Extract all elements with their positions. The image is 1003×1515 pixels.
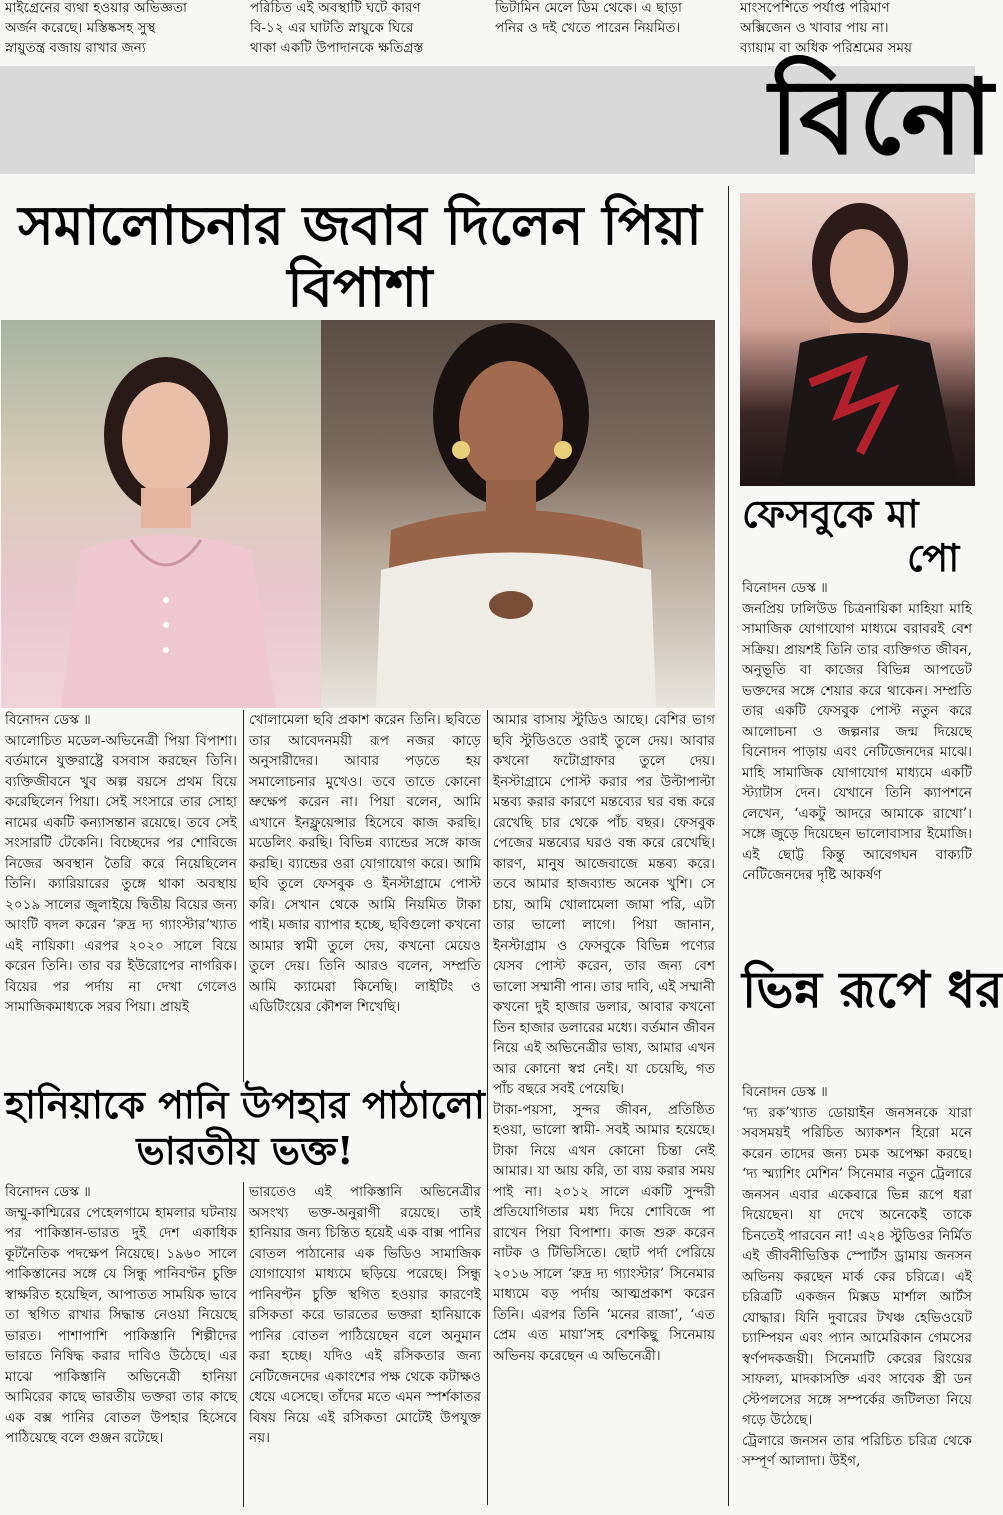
article3-photo [740, 193, 975, 486]
article3-body: বিনোদন ডেস্ক ॥ জনপ্রিয় ঢালিউড চিত্রনায়িকা মাহিয়া মাহি সামাজিক যোগাযোগ মাধ্যমে বরাবরই বেশ সক্রিয়। প্রায়শই তিনি তার ব্যক্তিগত জীবন, অনুভূতি বা কাজের বিভিন্ন আপডেট ভক্তদের সঙ্গে শেয়ার করে থাকেন। সম্প্রতি তার একটি ফেসবুক পোস্ট নতুন করে আলোচনা ও জল্পনার জন্ম দিয়েছে বিনোদন পাড়ায় এবং নেটিজেনদের মাঝে। মাহি সামাজিক যোগাযোগ মাধ্যমে একটি স্ট্যাটাস দেন। যেখানে তিনি ক্যাপশনে লেখেন, ‘একটু আদরে আমাকে রাখো’। সঙ্গে জুড়ে দিয়েছেন ভালোবাসার ইমোজি। এই ছোট্ট কিন্তু আবেগঘন বাক্যটি নেটিজেনদের দৃষ্টি আকর্ষণ [742, 580, 972, 883]
article1-photo-left [1, 320, 321, 708]
article1-headline-line1: সমালোচনার জবাব দিলেন পিয়া [18, 193, 702, 257]
portrait-right-icon [321, 320, 715, 708]
article4-body: বিনোদন ডেস্ক ॥ ‘দ্য রক’খ্যাত ডোয়াইন জনসনকে যারা সবসময়ই পরিচিত অ্যাকশন হিরো মনে করেন তাদের জন্য চমক অপেক্ষা করছে। ‘দ্য স্ম্যাশিং মেশিন’ সিনেমার নতুন ট্রেলারে জনসন এবার একেবারে ভিন্ন রূপে ধরা দিয়েছেন। যা দেখে অনেকেই তাকে চিনতেই পারবেন না! এ২৪ স্টুডিওর নির্মিত এই জীবনীভিত্তিক স্পোর্টস ড্রামায় জনসন অভিনয় করছেন মার্ক কের চরিত্রে। এই চরিত্রটি একজন মিক্সড মার্শাল আর্টস যোদ্ধার। যিনি দুবারের টখঞ্চ হেভিওয়েট চ্যাম্পিয়ন এবং প্যান আমেরিকান গেমসের স্বর্ণপদকজয়ী। সিনেমাটি কেরের রিংয়ের সাফল্য, মাদকাসক্তি এবং সাবেক স্ত্রী ডন স্টেপলসের সঙ্গে সম্পর্কের জটিলতা নিয়ে গড়ে উঠেছে। ট্রেলারে জনসন তার পরিচিত চরিত্র থেকে সম্পূর্ণ আলাদা। উইগ, [742, 1084, 972, 1469]
article1-col3: আমার বাসায় স্টুডিও আছে। বেশির ভাগ ছবি স্টুডিওতে ওরাই তুলে দেয়। আবার কখনো ফটোগ্রাফার তুলে দেয়। ইনস্টাগ্রামে পোস্ট করার পর উল্টাপাল্টা মন্তব্য করার কারণে মন্তব্যের ঘর বন্ধ করে রেখেছি চার থেকে পাঁচ বছর। ফেসবুক পেজের মন্তব্যের ঘরও বন্ধ করে রেখেছি। কারণ, মানুষ আজেবাজে মন্তব্য করে। তবে আমার হাজব্যান্ড অনেক খুশি। সে চায়, আমি খোলামেলা জামা পরি, এটা তার ভালো লাগে। পিয়া জানান, ইনস্টাগ্রাম ও ফেসবুকে বিভিন্ন পণ্যের যেসব পোস্ট করেন, তার জন্য বেশ ভালো সম্মানী পান। তার দাবি, এই সম্মানী কখনো দুই হাজার ডলার, আবার কখনো তিন হাজার ডলারের মধ্যে। বর্তমান জীবন নিয়ে এই অভিনেত্রীর ভাষ্য, আমার এখন আর কোনো স্বপ্ন নেই। যা চেয়েছি, গত পাঁচ বছরে সবই পেয়েছি। টাকা-পয়সা, সুন্দর জীবন, প্রতিষ্ঠিত হওয়া, ভালো স্বামী- সবই আমার হয়েছে। টাকা নিয়ে এখন কোনো চিন্তা নেই আমার। যা আয় করি, তা ব্যয় করার সময় পাই না। ২০১২ সালে একটি সুন্দরী প্রতিযোগিতার মধ্য দিয়ে শোবিজে পা রাখেন পিয়া বিপাশা। কাজ শুরু করেন নাটক ও টিভিসিতে। ছোট পর্দা পেরিয়ে ২০১৬ সালে ‘রুদ্র দ্য গ্যাংস্টার’ সিনেমার মাধ্যমে বড় পর্দায় আত্মপ্রকাশ করেন তিনি। এরপর তিনি ‘মনের রাজা’, ‘এত প্রেম এত মায়া’সহ বেশকিছু সিনেমায় অভিনয় করেছেন এ অভিনেত্রী। [493, 712, 715, 1364]
column-rule [728, 186, 729, 1506]
article3-headline [742, 492, 1002, 580]
portrait-left-icon [1, 320, 321, 708]
article1-headline-line2: বিপাশা [287, 255, 433, 319]
article1-headline [0, 194, 720, 318]
article2-col1: বিনোদন ডেস্ক ॥ জম্মু-কাশ্মিরের পেহেলগামে হামলার ঘটনায় পর পাকিস্তান-ভারত দুই দেশ একাধিক কূটনৈতিক পদক্ষেপ নিয়েছে। ১৯৬০ সালে পাকিস্তানের সঙ্গে যে সিন্ধু পানিবণ্টন চুক্তি স্বাক্ষরিত হয়েছিল, আপাতত সাময়িক ভাবে তা স্থগিত রাখার সিদ্ধান্ত নেওয়া নিয়েছে ভারত। পাশাপাশি পাকিস্তানি শিল্পীদের ভারতে নিষিদ্ধ করার দাবিও উঠেছে। এর মাঝে পাকিস্তানি অভিনেত্রী হানিয়া আমিরের কাছে ভারতীয় ভক্তরা তার কাছে এক বক্স পানির বোতল উপহার হিসেবে পাঠিয়েছে বলে গুঞ্জন রটেছে। [5, 1184, 237, 1446]
top-strip-col4: মাংসপেশিতে পর্যাপ্ত পরিমাণ অক্সিজেন ও খাবার পায় না। ব্যায়াম বা অধিক পরিশ্রমের সময় [740, 0, 913, 56]
article1-col1: বিনোদন ডেস্ক ॥ আলোচিত মডেল-অভিনেত্রী পিয়া বিপাশা। বর্তমানে যুক্তরাষ্ট্রে বসবাস করছেন তিনি। ব্যক্তিজীবনে খুব অল্প বয়সে প্রথম বিয়ে করেছিলেন পিয়া। সেই সংসারে তার সোহা নামের একটি কন্যাসন্তান রয়েছে। তবে সেই সংসারটি টেকেনি। বিচ্ছেদের পর শোবিজে নিজের অবস্থান তৈরি করে নিয়েছিলেন তিনি। ক্যারিয়ারের তুঙ্গে থাকা অবস্থায় ২০১৯ সালের জুলাইয়ে দ্বিতীয় বিয়ের জন্য আংটি বদল করেন ‘রুদ্র দ্য গ্যাংস্টার’খ্যাত এই নায়িকা। এরপর ২০২০ সালে বিয়ে করেন তিনি। তার বর ইউরোপের নাগরিক। বিয়ের পর পর্দায় না দেখা গেলেও সামাজিকমাধ্যকে সরব পিয়া। প্রায়ই [5, 712, 237, 1015]
masthead-title: বিনো [769, 55, 995, 178]
article1-photo-right [321, 320, 715, 708]
article3-headline-line1: ফেসবুকে মা [742, 491, 919, 536]
article2-headline [0, 1082, 490, 1174]
article4-headline: ভিন্ন রূপে ধর [742, 960, 1003, 1019]
article1-col2: খোলামেলা ছবি প্রকাশ করেন তিনি। ছবিতে তার আবেদনময়ী রূপ নজর কাড়ে অনুসারীদের। আবার পড়তে হয় সমালোচনার মুখেও। তবে তাতে কোনো ভ্রুক্ষেপ করেন না। পিয়া বলেন, আমি এখানে ইনফ্লুয়েন্সার হিসেবে কাজ করছি। মডেলিং করছি। বিভিন্ন ব্যান্ডের সঙ্গে কাজ করছি। ব্যান্ডের ওরা যোগাযোগ করে। আমি ছবি তুলে ফেসবুক ও ইনস্টাগ্রামে পোস্ট করি। সেখান থেকে আমি নিয়মিত টাকা পাই। মজার ব্যাপার হচ্ছে, ছবিগুলো কখনো আমার স্বামী তুলে দেয়, কখনো মেয়েও তুলে দেয়। তিনি আরও বলেন, সম্প্রতি আমি ক্যামেরা কিনেছি। লাইটিং ও এডিটিংয়ের কৌশল শিখেছি। [249, 712, 481, 1015]
article2-headline-line1: হানিয়াকে পানি উপহার পাঠালো [5, 1082, 485, 1127]
top-strip-col2: পরিচিত এই অবস্থাটি ঘটে কারণ বি-১২ এর ঘাটতি স্নায়ুকে ঘিরে থাকা একটি উপাদানকে ক্ষতিগ্রস্ত [250, 0, 424, 56]
article2-headline-line2: ভারতীয় ভক্ত! [136, 1128, 354, 1173]
portrait-top-right-icon [740, 193, 975, 486]
article3-headline-line2: পো [907, 535, 960, 580]
top-strip-col1: মাইগ্রেনের ব্যথা হওয়ার অভিজ্ঞতা অর্জন করেছে। মস্তিষ্কসহ সুস্থ স্নায়ুতন্ত্র বজায় রাখার জন্য [5, 0, 187, 56]
column-rule [243, 1182, 244, 1507]
top-strip-col3: ভিটামিন মেলে ডিম থেকে। এ ছাড়া পনির ও দই খেতে পারেন নিয়মিত। [495, 0, 682, 36]
article2-col2: ভারতেও এই পাকিস্তানি অভিনেত্রীর অসংখ্য ভক্ত-অনুরাগী রয়েছে। তাই হানিয়ার জন্য চিন্তিত হয়েই এক বাক্স পানির বোতল পাঠানোর এক ভিডিও সামাজিক যোগাযোগ মাধ্যমে ছড়িয়ে পরেছে। সিন্ধু পানিবণ্টন চুক্তি স্থগিত হওয়ার কারণেই রসিকতা করে ভারতের ভক্তরা হানিয়াকে পানির বোতল পাঠিয়েছেন বলে অনুমান করা হচ্ছে। যদিও এই রসিকতার জন্য নেটিজেনদের একাংশের পক্ষ থেকে কটাক্ষও ধেয়ে এসেছে। তাঁদের মতে এমন স্পর্শকাতর বিষয় নিয়ে এই রসিকতা মোটেই উপযুক্ত নয়। [249, 1184, 481, 1446]
column-rule [243, 710, 244, 1082]
